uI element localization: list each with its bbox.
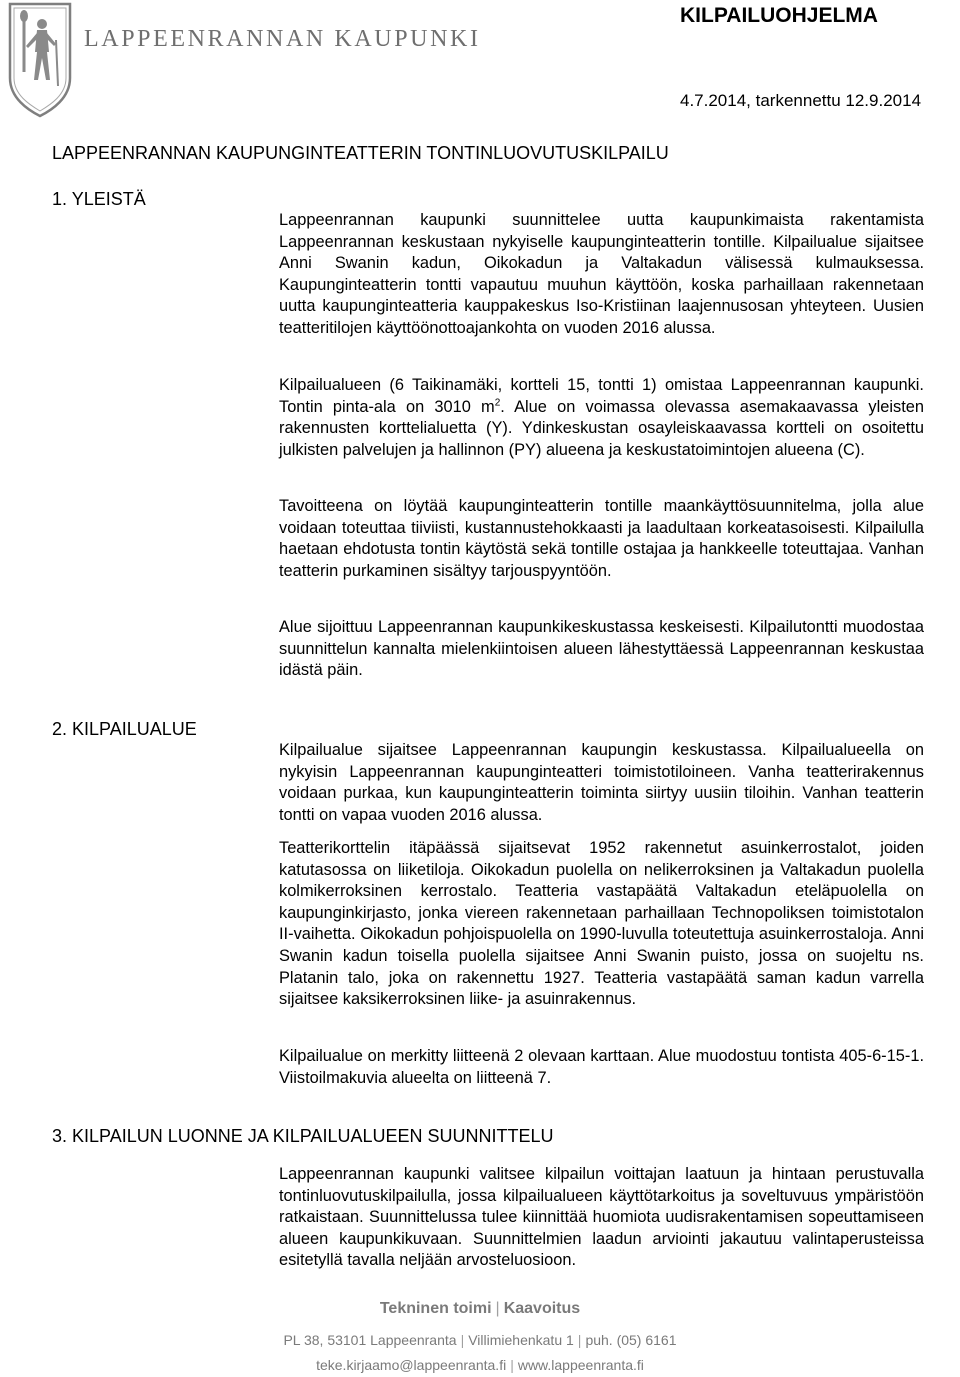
paragraph <box>279 375 924 461</box>
footer-phone: puh. (05) 6161 <box>585 1332 677 1348</box>
paragraph-text: Kilpailualueen (6 Taikinamäki, kortteli 15, tontti 1) omistaa Lappeenrannan kaupunki. Tontin pinta-ala on 3010 m <box>279 376 924 416</box>
coat-of-arms-icon <box>4 0 80 120</box>
paragraph: Alue sijoittuu Lappeenrannan kaupunkikeskustassa keskeisesti. Kilpailutontti muodostaa suunnittelun kannalta mielenkiintoisen alueen lähestyttäessä Lappeenrannan keskustaa idästä päin. <box>279 618 924 680</box>
paragraph: Teatterikorttelin itäpäässä sijaitsevat 1952 rakennetut asuinkerrostalot, joiden katutasossa on liiketiloja. Oikokadun puolella on nelikerroksinen ja Valtakadun puolella kolmikerroksinen kerrostalo. Teatteria vastapäätä Valtakadun eteläpuolella on kaupunginkirjasto, jonka viereen rakennetaan parhaillaan Technopoliksen toimistotalon II-vaihetta. Oikokadun pohjoispuolella on 1990-luvulla toteutettuja asuinkerrostaloja. Anni Swanin kadun toisella puolella sijaitsee Anni Swanin puisto, jossa on suojeltu ns. Platanin talo, joka on rakennettu 1927. Teatteria vastapäätä saman kadun varrella sijaitsee kaksikerroksinen liike- ja asuinrakennus. <box>279 839 924 1009</box>
footer-unit: Kaavoitus <box>503 1300 581 1317</box>
paragraph: Tavoitteena on löytää kaupunginteatterin tontille maankäyttösuunnitelma, jolla alue voidaan toteuttaa tiiviisti, kustannustehokkaasti ja laadultaan korkeatasoisesti. Kilpailulla haetaan ehdotusta tontin käytöstä sekä tontille ostajaa ja hankkeelle toteuttajaa. Vanhan teatterin purkaminen sisältyy tarjouspyyntöön. <box>279 497 924 580</box>
footer-street: Villimiehenkatu 1 <box>468 1332 574 1348</box>
superscript: 2 <box>494 397 501 409</box>
footer-separator: | <box>495 1300 500 1317</box>
city-logo-text: LAPPEENRANNAN KAUPUNKI <box>84 26 481 52</box>
footer-website[interactable]: www.lappeenranta.fi <box>517 1357 644 1373</box>
footer-email[interactable]: teke.kirjaamo@lappeenranta.fi <box>316 1357 507 1373</box>
footer-organization <box>0 1300 960 1318</box>
footer-department: Tekninen toimi <box>379 1300 492 1317</box>
paragraph: Lappeenrannan kaupunki valitsee kilpailun voittajan laatuun ja hintaan perustuvalla tontinluovutuskilpailulla, jossa kilpailualueen käyttötarkoitus ja soveltuvuus ympäristöön ratkaistaan. Suunnittelussa tulee kiinnittää huomiota uudisrakentamisen sopeuttamiseen alueen kaupunkikuvaan. Suunnittelmien laadun arviointi jakautuu valintaperusteissa esitetyllä tavalla neljään arvosteluosioon. <box>279 1165 924 1270</box>
page-title: LAPPEENRANNAN KAUPUNGINTEATTERIN TONTINLUOVUTUSKILPAILU <box>52 143 669 163</box>
document-date: 4.7.2014, tarkennettu 12.9.2014 <box>680 91 922 110</box>
paragraph: Kilpailualue sijaitsee Lappeenrannan kaupungin keskustassa. Kilpailualueella on nykyisin Lappeenrannan kaupunginteatteri toimistotiloineen. Vanha teatterirakennus voidaan purkaa, kun kaupunginteatterin toiminta siirtyy uusiin tiloihin. Vanhan teatterin tontti on vapaa vuoden 2016 alussa. <box>279 741 924 824</box>
paragraph-text: . Alue on voimassa olevassa asemakaavassa yleisten rakennusten korttelialuetta (Y). Ydinkeskustan osayleiskaavassa kortteli on osoitettu julkisten palvelujen ja hallinnon (PY) alueena ja keskustatoimintojen alueena (C). <box>279 397 924 459</box>
footer-contact-line <box>0 1357 960 1373</box>
paragraph: Lappeenrannan kaupunki suunnittelee uutta kaupunkimaista rakentamista Lappeenrannan keskustaan nykyiselle kaupunginteatterin tontille. Kilpailualue sijaitsee Anni Swanin kadun, Oikokadun ja Valtakadun välisessä kulmauksessa. Kaupunginteatterin tontti vapautuu muuhun käyttöön, koska parhaillaan rakennetaan uutta kaupunginteatteria kauppakeskus Iso-Kristiinan laajennusosan yhteyteen. Uusien teatteritilojen käyttöönottoajankohta on vuoden 2016 alussa. <box>279 211 924 337</box>
footer-separator: | <box>460 1332 465 1348</box>
footer-address: PL 38, 53101 Lappeenranta <box>283 1332 457 1348</box>
footer-separator: | <box>577 1332 582 1348</box>
document-type: KILPAILUOHJELMA <box>680 4 878 27</box>
footer-separator: | <box>510 1357 514 1373</box>
section-heading-kilpailun-luonne: 3. KILPAILUN LUONNE JA KILPAILUALUEEN SUUNNITTELU <box>52 1126 554 1146</box>
footer-address-line <box>0 1332 960 1348</box>
section-heading-kilpailualue: 2. KILPAILUALUE <box>52 719 197 739</box>
paragraph: Kilpailualue on merkitty liitteenä 2 olevaan karttaan. Alue muodostuu tontista 405-6-15-1. Viistoilmakuvia alueelta on liitteenä 7. <box>279 1047 924 1087</box>
section-heading-yleista: 1. YLEISTÄ <box>52 189 146 209</box>
city-logo <box>4 0 481 120</box>
